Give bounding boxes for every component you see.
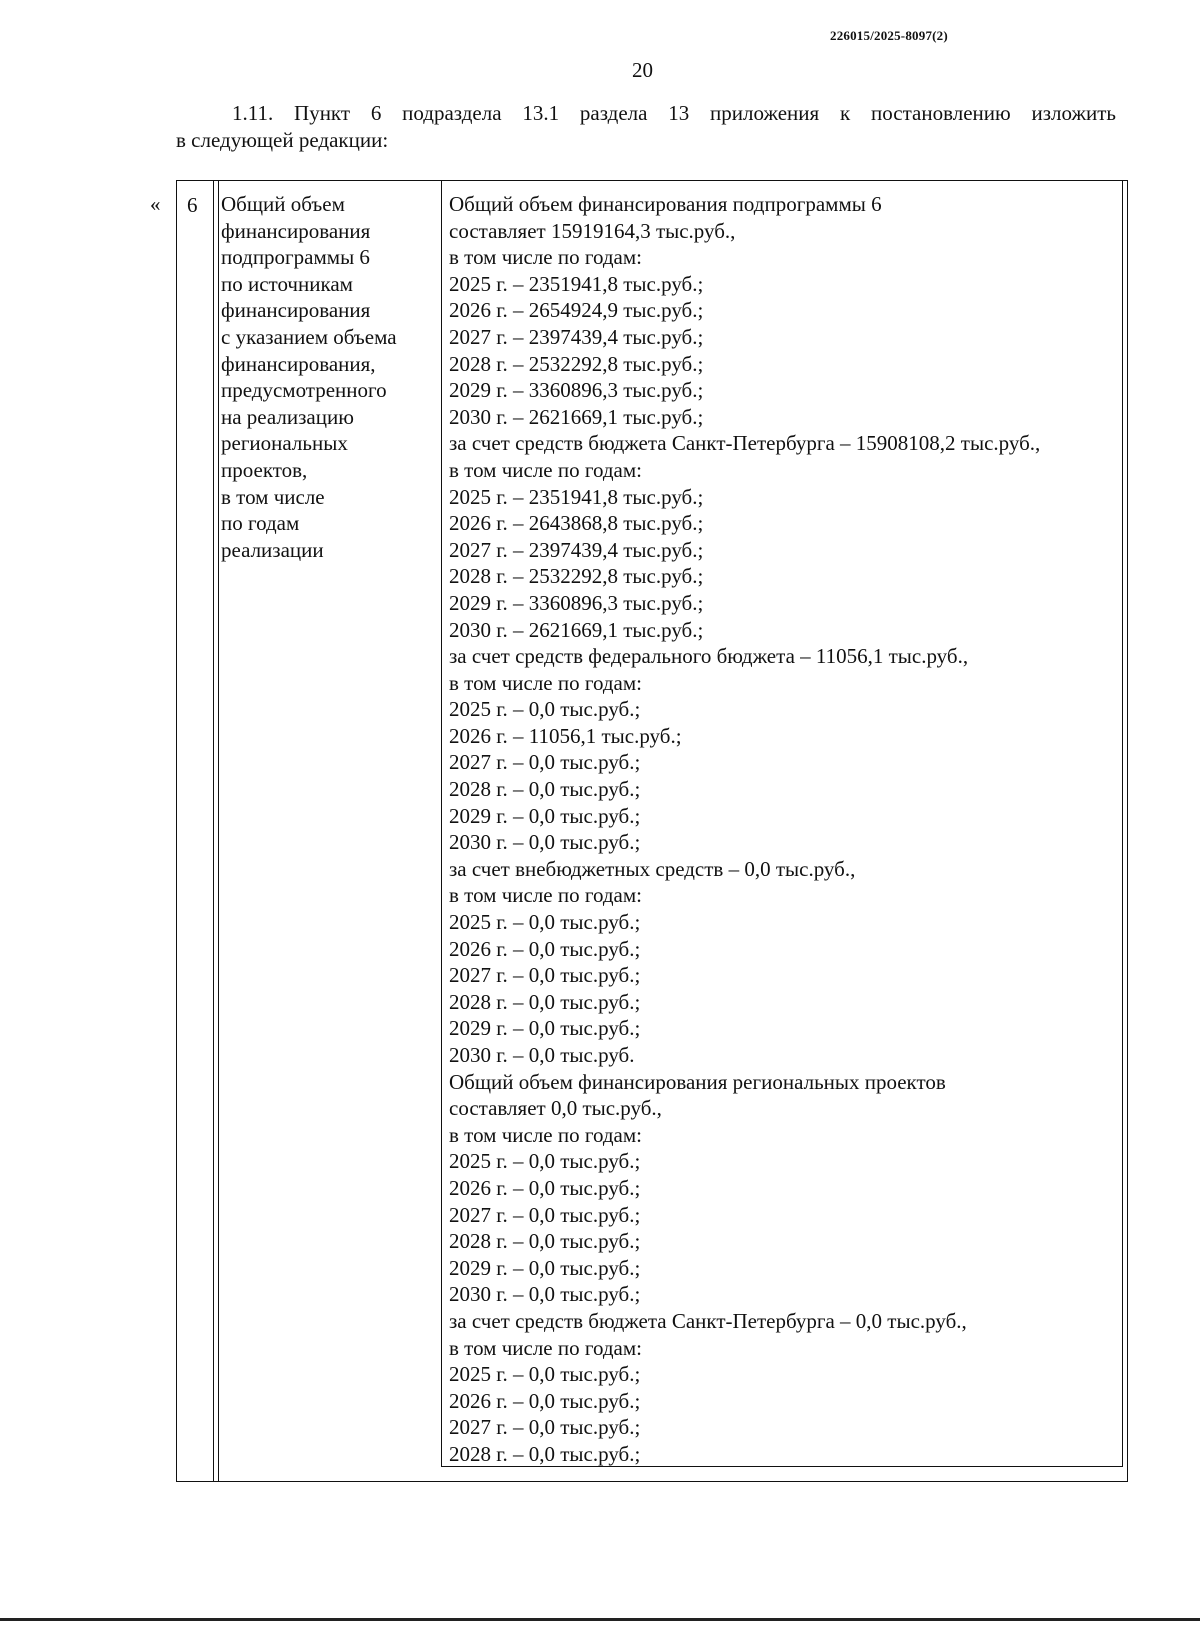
content-line: в том числе по годам: <box>449 1335 642 1360</box>
content-line: за счет средств федерального бюджета – 11056,1 тыс.руб., <box>449 644 969 669</box>
opening-quote-mark: « <box>150 192 161 216</box>
content-line: Общий объем финансирования подпрограммы 6 <box>449 192 882 216</box>
intro-line-2: в следующей редакции: <box>176 128 389 152</box>
label-line: подпрограммы 6 <box>221 245 370 270</box>
label-line: реализации <box>221 537 324 562</box>
label-line: финансирования, <box>221 351 376 376</box>
label-line: финансирования <box>221 218 371 243</box>
content-line: 2029 г. – 0,0 тыс.руб.; <box>449 803 641 828</box>
row-content-cell <box>449 191 1121 1468</box>
content-line: 2025 г. – 0,0 тыс.руб.; <box>449 697 641 722</box>
row-number-cell: 6 <box>187 193 198 217</box>
content-line: 2025 г. – 0,0 тыс.руб.; <box>449 910 641 935</box>
content-line: 2029 г. – 0,0 тыс.руб.; <box>449 1016 641 1041</box>
intro-paragraph <box>176 100 1116 154</box>
content-line: 2027 г. – 0,0 тыс.руб.; <box>449 750 641 775</box>
label-line: предусмотренного <box>221 378 387 403</box>
content-line: в том числе по годам: <box>449 457 642 482</box>
content-line: 2027 г. – 0,0 тыс.руб.; <box>449 963 641 988</box>
content-line: 2030 г. – 0,0 тыс.руб.; <box>449 830 641 855</box>
content-line: 2027 г. – 2397439,4 тыс.руб.; <box>449 537 704 562</box>
content-line: 2029 г. – 3360896,3 тыс.руб.; <box>449 590 704 615</box>
content-line: в том числе по годам: <box>449 883 642 908</box>
content-line: Общий объем финансирования региональных проектов <box>449 1069 946 1094</box>
content-line: в том числе по годам: <box>449 670 642 695</box>
content-line: 2028 г. – 0,0 тыс.руб.; <box>449 1229 641 1254</box>
content-line: 2026 г. – 2654924,9 тыс.руб.; <box>449 298 704 323</box>
content-line: 2025 г. – 0,0 тыс.руб.; <box>449 1149 641 1174</box>
content-line: 2026 г. – 11056,1 тыс.руб.; <box>449 723 682 748</box>
content-line: 2026 г. – 2643868,8 тыс.руб.; <box>449 511 704 536</box>
content-line: за счет средств бюджета Санкт-Петербурга – 0,0 тыс.руб., <box>449 1308 967 1333</box>
content-line: составляет 15919164,3 тыс.руб., <box>449 218 736 243</box>
content-line: 2026 г. – 0,0 тыс.руб.; <box>449 1175 641 1200</box>
label-line: по годам <box>221 511 300 536</box>
label-line: по источникам <box>221 271 353 296</box>
page-number: 20 <box>632 58 653 82</box>
table-divider <box>213 181 214 1481</box>
label-line: с указанием объема <box>221 324 397 349</box>
content-line: 2027 г. – 0,0 тыс.руб.; <box>449 1415 641 1440</box>
bottom-scan-edge <box>0 1618 1200 1621</box>
content-line: в том числе по годам: <box>449 245 642 270</box>
table-divider <box>441 181 442 1467</box>
content-line: за счет средств бюджета Санкт-Петербурга – 15908108,2 тыс.руб., <box>449 431 1041 456</box>
content-line: в том числе по годам: <box>449 1122 642 1147</box>
content-line: 2028 г. – 2532292,8 тыс.руб.; <box>449 564 704 589</box>
content-line: 2030 г. – 0,0 тыс.руб.; <box>449 1282 641 1307</box>
label-line: финансирования <box>221 298 371 323</box>
content-line: 2025 г. – 2351941,8 тыс.руб.; <box>449 271 704 296</box>
content-line: 2028 г. – 0,0 тыс.руб.; <box>449 777 641 802</box>
content-line: 2028 г. – 2532292,8 тыс.руб.; <box>449 351 704 376</box>
content-line: 2025 г. – 2351941,8 тыс.руб.; <box>449 484 704 509</box>
content-line: 2029 г. – 0,0 тыс.руб.; <box>449 1255 641 1280</box>
document-id: 226015/2025-8097(2) <box>830 28 948 43</box>
content-line: составляет 0,0 тыс.руб., <box>449 1096 662 1121</box>
content-line: 2030 г. – 2621669,1 тыс.руб.; <box>449 404 704 429</box>
label-line: проектов, <box>221 457 308 482</box>
content-line: за счет внебюджетных средств – 0,0 тыс.руб., <box>449 856 856 881</box>
content-line: 2029 г. – 3360896,3 тыс.руб.; <box>449 378 704 403</box>
label-line: Общий объем <box>221 192 345 216</box>
row-label-cell <box>221 191 436 563</box>
content-line: 2026 г. – 0,0 тыс.руб.; <box>449 936 641 961</box>
financing-table <box>176 180 1128 1482</box>
label-line: в том числе <box>221 484 325 509</box>
label-line: на реализацию <box>221 404 354 429</box>
content-line: 2028 г. – 0,0 тыс.руб.; <box>449 1441 641 1466</box>
label-line: региональных <box>221 431 348 456</box>
intro-line-1: 1.11. Пункт 6 подраздела 13.1 раздела 13 приложения к постановлению изложить <box>232 101 1116 125</box>
content-line: 2025 г. – 0,0 тыс.руб.; <box>449 1362 641 1387</box>
table-divider <box>218 181 219 1481</box>
content-line: 2030 г. – 0,0 тыс.руб. <box>449 1043 635 1067</box>
table-divider <box>1122 181 1123 1467</box>
content-line: 2027 г. – 0,0 тыс.руб.; <box>449 1202 641 1227</box>
content-line: 2030 г. – 2621669,1 тыс.руб.; <box>449 617 704 642</box>
content-line: 2027 г. – 2397439,4 тыс.руб.; <box>449 324 704 349</box>
content-line: 2028 г. – 0,0 тыс.руб.; <box>449 989 641 1014</box>
content-line: 2026 г. – 0,0 тыс.руб.; <box>449 1388 641 1413</box>
